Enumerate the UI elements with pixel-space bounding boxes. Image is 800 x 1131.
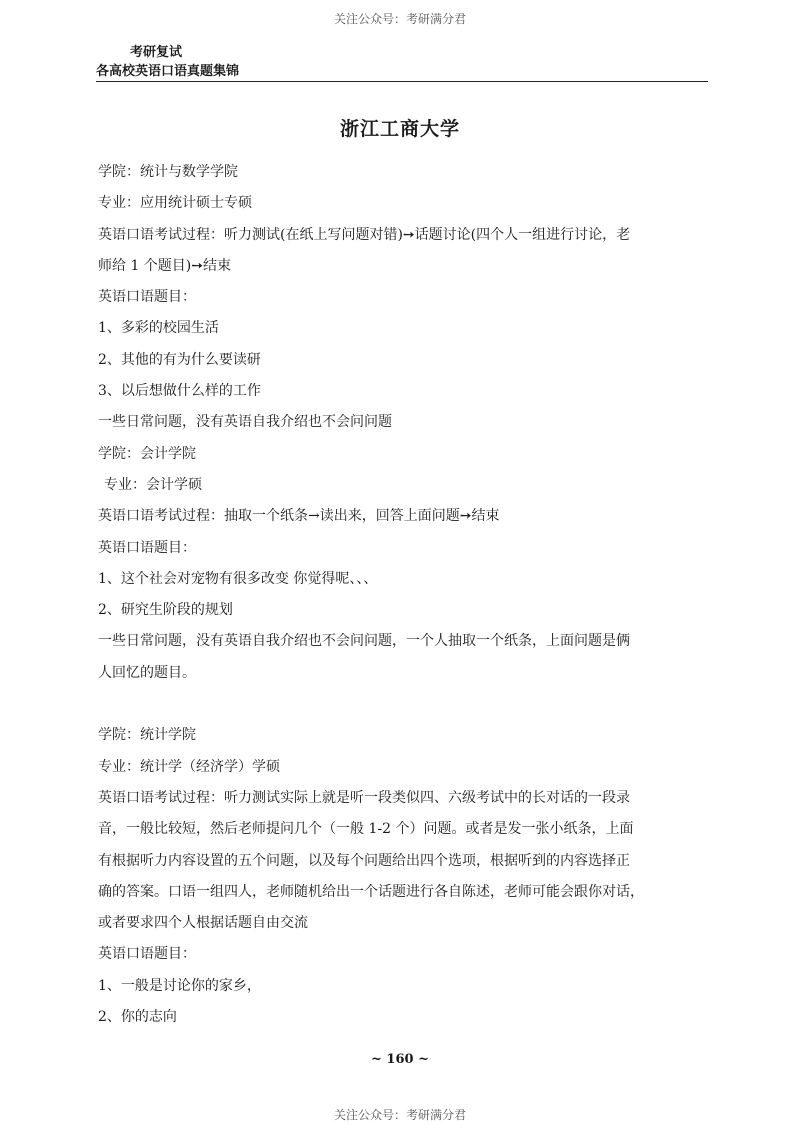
note-line: 人回忆的题目。 bbox=[98, 664, 196, 681]
major-line: 专业：统计学（经济学）学硕 bbox=[98, 758, 280, 775]
topic-item: 2、其他的有为什么要读研 bbox=[98, 351, 261, 368]
process-line: 或者要求四个人根据话题自由交流 bbox=[98, 915, 308, 932]
college-line: 学院：会计学院 bbox=[98, 445, 196, 462]
topics-label: 英语口语题目： bbox=[98, 539, 196, 556]
running-header bbox=[96, 44, 708, 82]
process-line: 英语口语考试过程：听力测试实际上就是听一段类似四、六级考试中的长对话的一段录 bbox=[98, 789, 630, 806]
watermark-top: 关注公众号：考研满分君 bbox=[333, 12, 466, 26]
topic-item: 3、以后想做什么样的工作 bbox=[98, 383, 261, 400]
topic-item: 1、这个社会对宠物有很多改变 你觉得呢、、、 bbox=[98, 570, 378, 587]
topic-item: 2、研究生阶段的规划 bbox=[98, 602, 233, 619]
major-line: 专业：会计学硕 bbox=[104, 476, 202, 493]
note-line: 一些日常问题，没有英语自我介绍也不会问问题 bbox=[98, 414, 392, 431]
process-line: 英语口语考试过程：抽取一个纸条→读出来，回答上面问题➙结束 bbox=[98, 508, 500, 525]
process-line: 有根据听力内容设置的五个问题，以及每个问题给出四个选项，根据听到的内容选择正 bbox=[98, 852, 630, 869]
college-line: 学院：统计学院 bbox=[98, 727, 196, 744]
section-spacer bbox=[98, 689, 710, 720]
header-subtitle: 考研复试 bbox=[130, 45, 183, 60]
process-line: 师给 1 个题目)➙结束 bbox=[98, 257, 231, 274]
topic-item: 2、你的志向 bbox=[98, 1009, 177, 1026]
page-title: 浙江工商大学 bbox=[339, 118, 460, 140]
topic-item: 1、多彩的校园生活 bbox=[98, 320, 219, 337]
header-title: 各高校英语口语真题集锦 bbox=[96, 62, 708, 82]
process-line: 音，一般比较短，然后老师提问几个（一般 1-2 个）问题。或者是发一张小纸条，上面 bbox=[98, 821, 634, 838]
college-line: 学院：统计与数学学院 bbox=[98, 164, 238, 180]
process-line: 英语口语考试过程：听力测试(在纸上写问题对错)➙话题讨论(四个人一组进行讨论，老 bbox=[98, 226, 631, 243]
watermark-bottom: 关注公众号：考研满分君 bbox=[333, 1108, 466, 1122]
note-line: 一些日常问题，没有英语自我介绍也不会问问题，一个人抽取一个纸条，上面问题是俩 bbox=[98, 633, 630, 650]
topic-item: 1、一般是讨论你的家乡， bbox=[98, 977, 261, 994]
document-body bbox=[98, 157, 710, 1033]
page-number: ~ 160 ~ bbox=[371, 1052, 429, 1067]
topics-label: 英语口语题目： bbox=[98, 946, 196, 963]
process-line: 确的答案。口语一组四人，老师随机给出一个话题进行各自陈述，老师可能会跟你对话， bbox=[98, 883, 644, 900]
topics-label: 英语口语题目： bbox=[98, 289, 196, 306]
major-line: 专业：应用统计硕士专硕 bbox=[98, 195, 252, 212]
